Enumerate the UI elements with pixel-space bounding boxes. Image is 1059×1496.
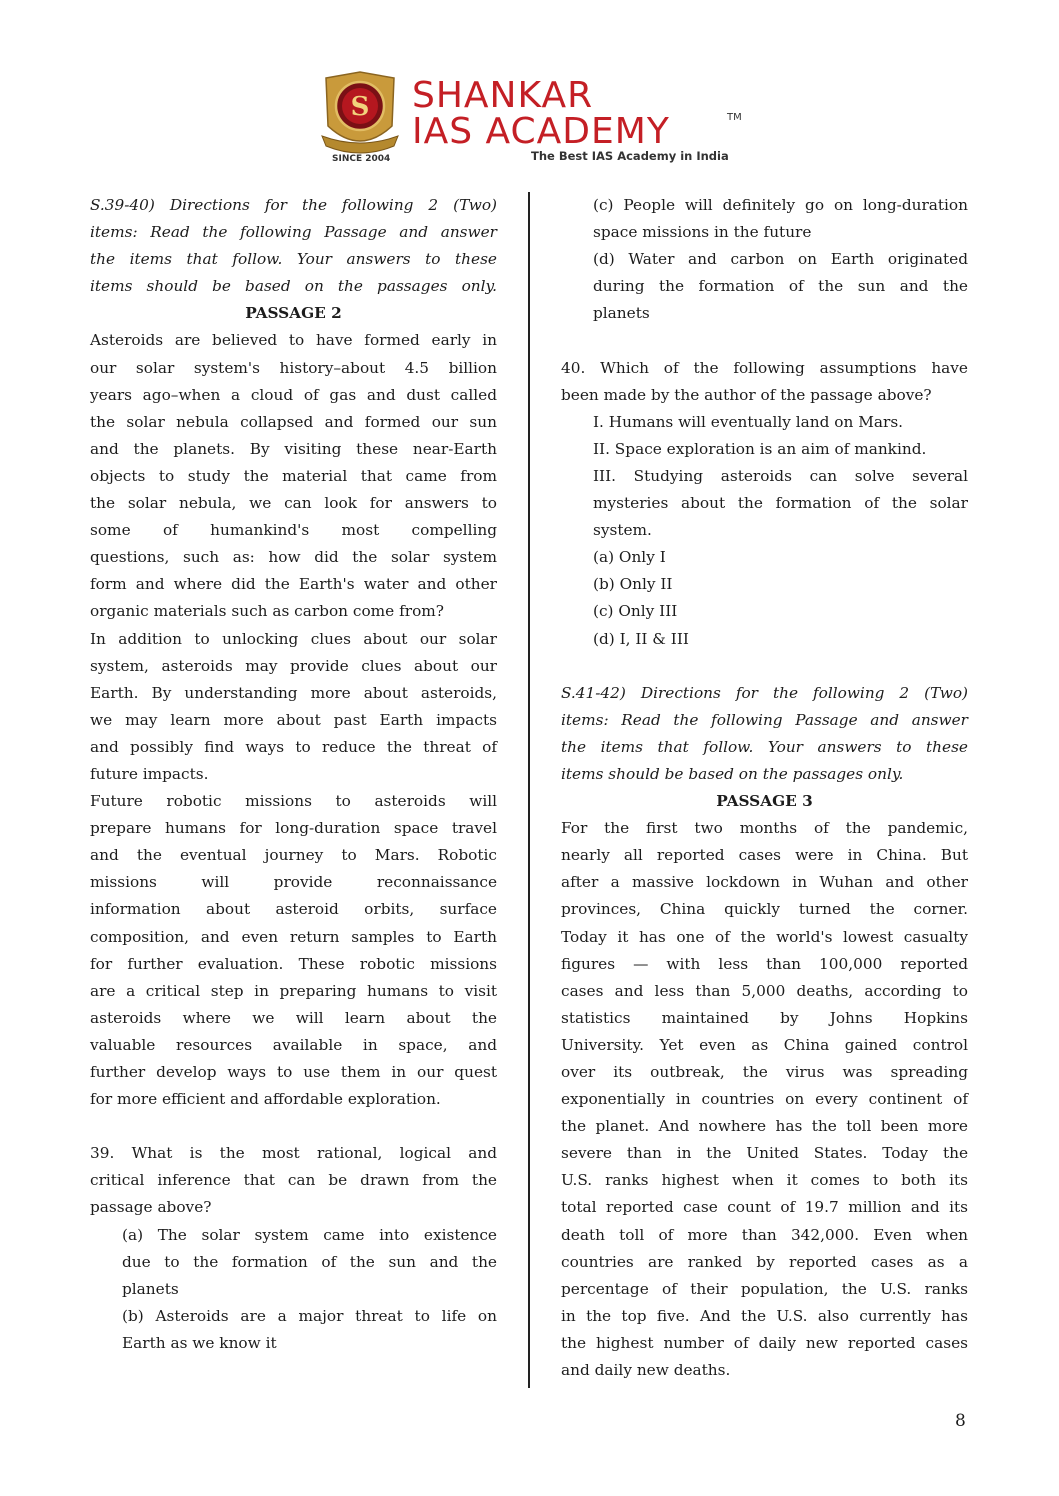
passage-line: asteroids where we will learn about the xyxy=(90,1008,497,1027)
option-line: (c) People will definitely go on long-duration xyxy=(593,196,968,214)
passage-line: for further evaluation. These robotic missions xyxy=(90,954,497,973)
directions-s39-40 xyxy=(90,192,497,300)
option-line: (a) Only I xyxy=(593,548,666,567)
option-line: planets xyxy=(122,1279,179,1298)
statement-line: II. Space exploration is an aim of mankind. xyxy=(593,439,927,458)
passage-line: statistics maintained by Johns Hopkins xyxy=(561,1008,968,1027)
brand-name-line2: IAS ACADEMY xyxy=(412,111,670,152)
passage-line: percentage of their population, the U.S. ranks xyxy=(561,1279,968,1298)
option-line: (d) I, II & III xyxy=(593,629,689,648)
passage-line: form and where did the Earth's water and other xyxy=(90,575,497,594)
passage-line: organic materials such as carbon come from? xyxy=(90,602,444,621)
brand-name-line1: SHANKAR xyxy=(412,75,594,116)
passage-line: for more efficient and affordable exploration. xyxy=(90,1090,441,1109)
option-line: space missions in the future xyxy=(593,223,812,242)
option-line: (b) Asteroids are a major threat to life on xyxy=(122,1306,497,1325)
right-column xyxy=(561,192,968,1384)
option-line: (d) Water and carbon on Earth originated xyxy=(593,250,968,269)
question-line: 40. Which of the following assumptions have xyxy=(561,358,968,377)
directions-line: S.41-42) Directions for the following 2 (Two) xyxy=(561,683,968,702)
trademark: TM xyxy=(727,112,742,123)
question-line: 39. What is the most rational, logical and xyxy=(90,1144,497,1163)
passage-line: after a massive lockdown in Wuhan and other xyxy=(561,873,968,892)
passage-line: cases and less than 5,000 deaths, according to xyxy=(561,981,968,1000)
passage-line: and the planets. By visiting these near-Earth xyxy=(90,439,497,458)
passage-line: Future robotic missions to asteroids will xyxy=(90,792,497,811)
passage-line: Asteroids are believed to have formed early in xyxy=(90,331,497,350)
passage-2-title: PASSAGE 2 xyxy=(245,304,342,323)
passage-line: some of humankind's most compelling xyxy=(90,521,497,540)
passage-line: the highest number of daily new reported cases xyxy=(561,1333,968,1352)
passage-line: future impacts. xyxy=(90,764,209,783)
passage-3-body xyxy=(561,815,968,1384)
question-39 xyxy=(90,1140,497,1221)
directions-line: S.39-40) Directions for the following 2 (Two) xyxy=(90,196,497,214)
option-line: during the formation of the sun and the xyxy=(593,277,968,296)
passage-line: we may learn more about past Earth impacts xyxy=(90,710,497,729)
passage-line: composition, and even return samples to Earth xyxy=(90,927,497,946)
directions-s41-42 xyxy=(561,680,968,788)
column-divider xyxy=(528,192,530,1388)
option-line: planets xyxy=(593,304,650,323)
passage-line: the solar nebula collapsed and formed our sun xyxy=(90,412,497,431)
passage-line: severe than in the United States. Today the xyxy=(561,1144,968,1163)
statement-line: I. Humans will eventually land on Mars. xyxy=(593,412,904,431)
passage-line: are a critical step in preparing humans to visit xyxy=(90,981,497,1000)
passage-line: missions will provide reconnaissance xyxy=(90,873,497,892)
question-line: critical inference that can be drawn from the xyxy=(90,1171,497,1190)
passage-line: objects to study the material that came from xyxy=(90,466,497,485)
question-39-options-a-b xyxy=(90,1222,497,1357)
academy-emblem-icon xyxy=(318,70,402,160)
passage-line: U.S. ranks highest when it comes to both its xyxy=(561,1171,968,1190)
statement-line: mysteries about the formation of the solar xyxy=(593,494,968,513)
passage-3-title: PASSAGE 3 xyxy=(716,792,813,811)
tagline: The Best IAS Academy in India xyxy=(531,149,729,163)
passage-line: and possibly find ways to reduce the threat of xyxy=(90,737,497,756)
question-40-options xyxy=(561,544,968,652)
passage-line: our solar system's history–about 4.5 billion xyxy=(90,358,497,377)
passage-line: valuable resources available in space, and xyxy=(90,1035,497,1054)
passage-line: provinces, China quickly turned the corner. xyxy=(561,900,968,919)
passage-2-body xyxy=(90,327,497,1113)
passage-line: total reported case count of 19.7 million and its xyxy=(561,1198,968,1217)
passage-line: and daily new deaths. xyxy=(561,1361,731,1380)
option-line: Earth as we know it xyxy=(122,1333,277,1352)
option-line: due to the formation of the sun and the xyxy=(122,1252,497,1271)
directions-line: the items that follow. Your answers to these xyxy=(561,737,968,756)
directions-line: the items that follow. Your answers to these xyxy=(90,250,497,269)
passage-line: countries are ranked by reported cases as a xyxy=(561,1252,968,1271)
passage-line: Earth. By understanding more about asteroids, xyxy=(90,683,497,702)
passage-line: death toll of more than 342,000. Even when xyxy=(561,1225,968,1244)
question-40 xyxy=(561,355,968,409)
passage-line: years ago–when a cloud of gas and dust called xyxy=(90,385,497,404)
option-line: (b) Only II xyxy=(593,575,673,594)
left-column xyxy=(90,192,497,1357)
directions-line: items should be based on the passages only. xyxy=(90,277,497,296)
passage-line: the planet. And nowhere has the toll been more xyxy=(561,1117,968,1136)
passage-line: further develop ways to use them in our quest xyxy=(90,1063,497,1081)
question-line: been made by the author of the passage above? xyxy=(561,385,932,404)
passage-line: and the eventual journey to Mars. Robotic xyxy=(90,846,497,865)
passage-line: prepare humans for long-duration space travel xyxy=(90,819,497,838)
since-label: SINCE 2004 xyxy=(332,154,391,164)
passage-line: University. Yet even as China gained control xyxy=(561,1035,968,1054)
header xyxy=(0,60,1059,170)
passage-line: information about asteroid orbits, surface xyxy=(90,900,497,919)
passage-line: Today it has one of the world's lowest casualty xyxy=(561,927,968,946)
passage-line: questions, such as: how did the solar system xyxy=(90,548,497,567)
question-40-statements xyxy=(561,409,968,544)
passage-line: in the top five. And the U.S. also currently has xyxy=(561,1306,968,1325)
passage-line: figures — with less than 100,000 reported xyxy=(561,954,968,973)
emblem-letter: S xyxy=(350,92,370,122)
question-line: passage above? xyxy=(90,1198,212,1217)
passage-line: For the first two months of the pandemic, xyxy=(561,819,968,838)
directions-line: items: Read the following Passage and answer xyxy=(561,710,968,729)
passage-line: exponentially in countries on every continent of xyxy=(561,1090,968,1109)
page-number: 8 xyxy=(955,1411,966,1431)
passage-line: the solar nebula, we can look for answers to xyxy=(90,494,497,513)
option-line: (a) The solar system came into existence xyxy=(122,1225,497,1244)
directions-line: items: Read the following Passage and answer xyxy=(90,223,497,242)
passage-line: over its outbreak, the virus was spreading xyxy=(561,1063,968,1081)
statement-line: III. Studying asteroids can solve several xyxy=(593,466,968,485)
option-line: (c) Only III xyxy=(593,602,678,621)
passage-line: system, asteroids may provide clues about our xyxy=(90,656,497,675)
passage-line: nearly all reported cases were in China. But xyxy=(561,846,968,865)
statement-line: system. xyxy=(593,521,652,540)
passage-line: In addition to unlocking clues about our solar xyxy=(90,629,497,648)
directions-line: items should be based on the passages only. xyxy=(561,764,904,783)
question-39-options-c-d xyxy=(561,192,968,327)
